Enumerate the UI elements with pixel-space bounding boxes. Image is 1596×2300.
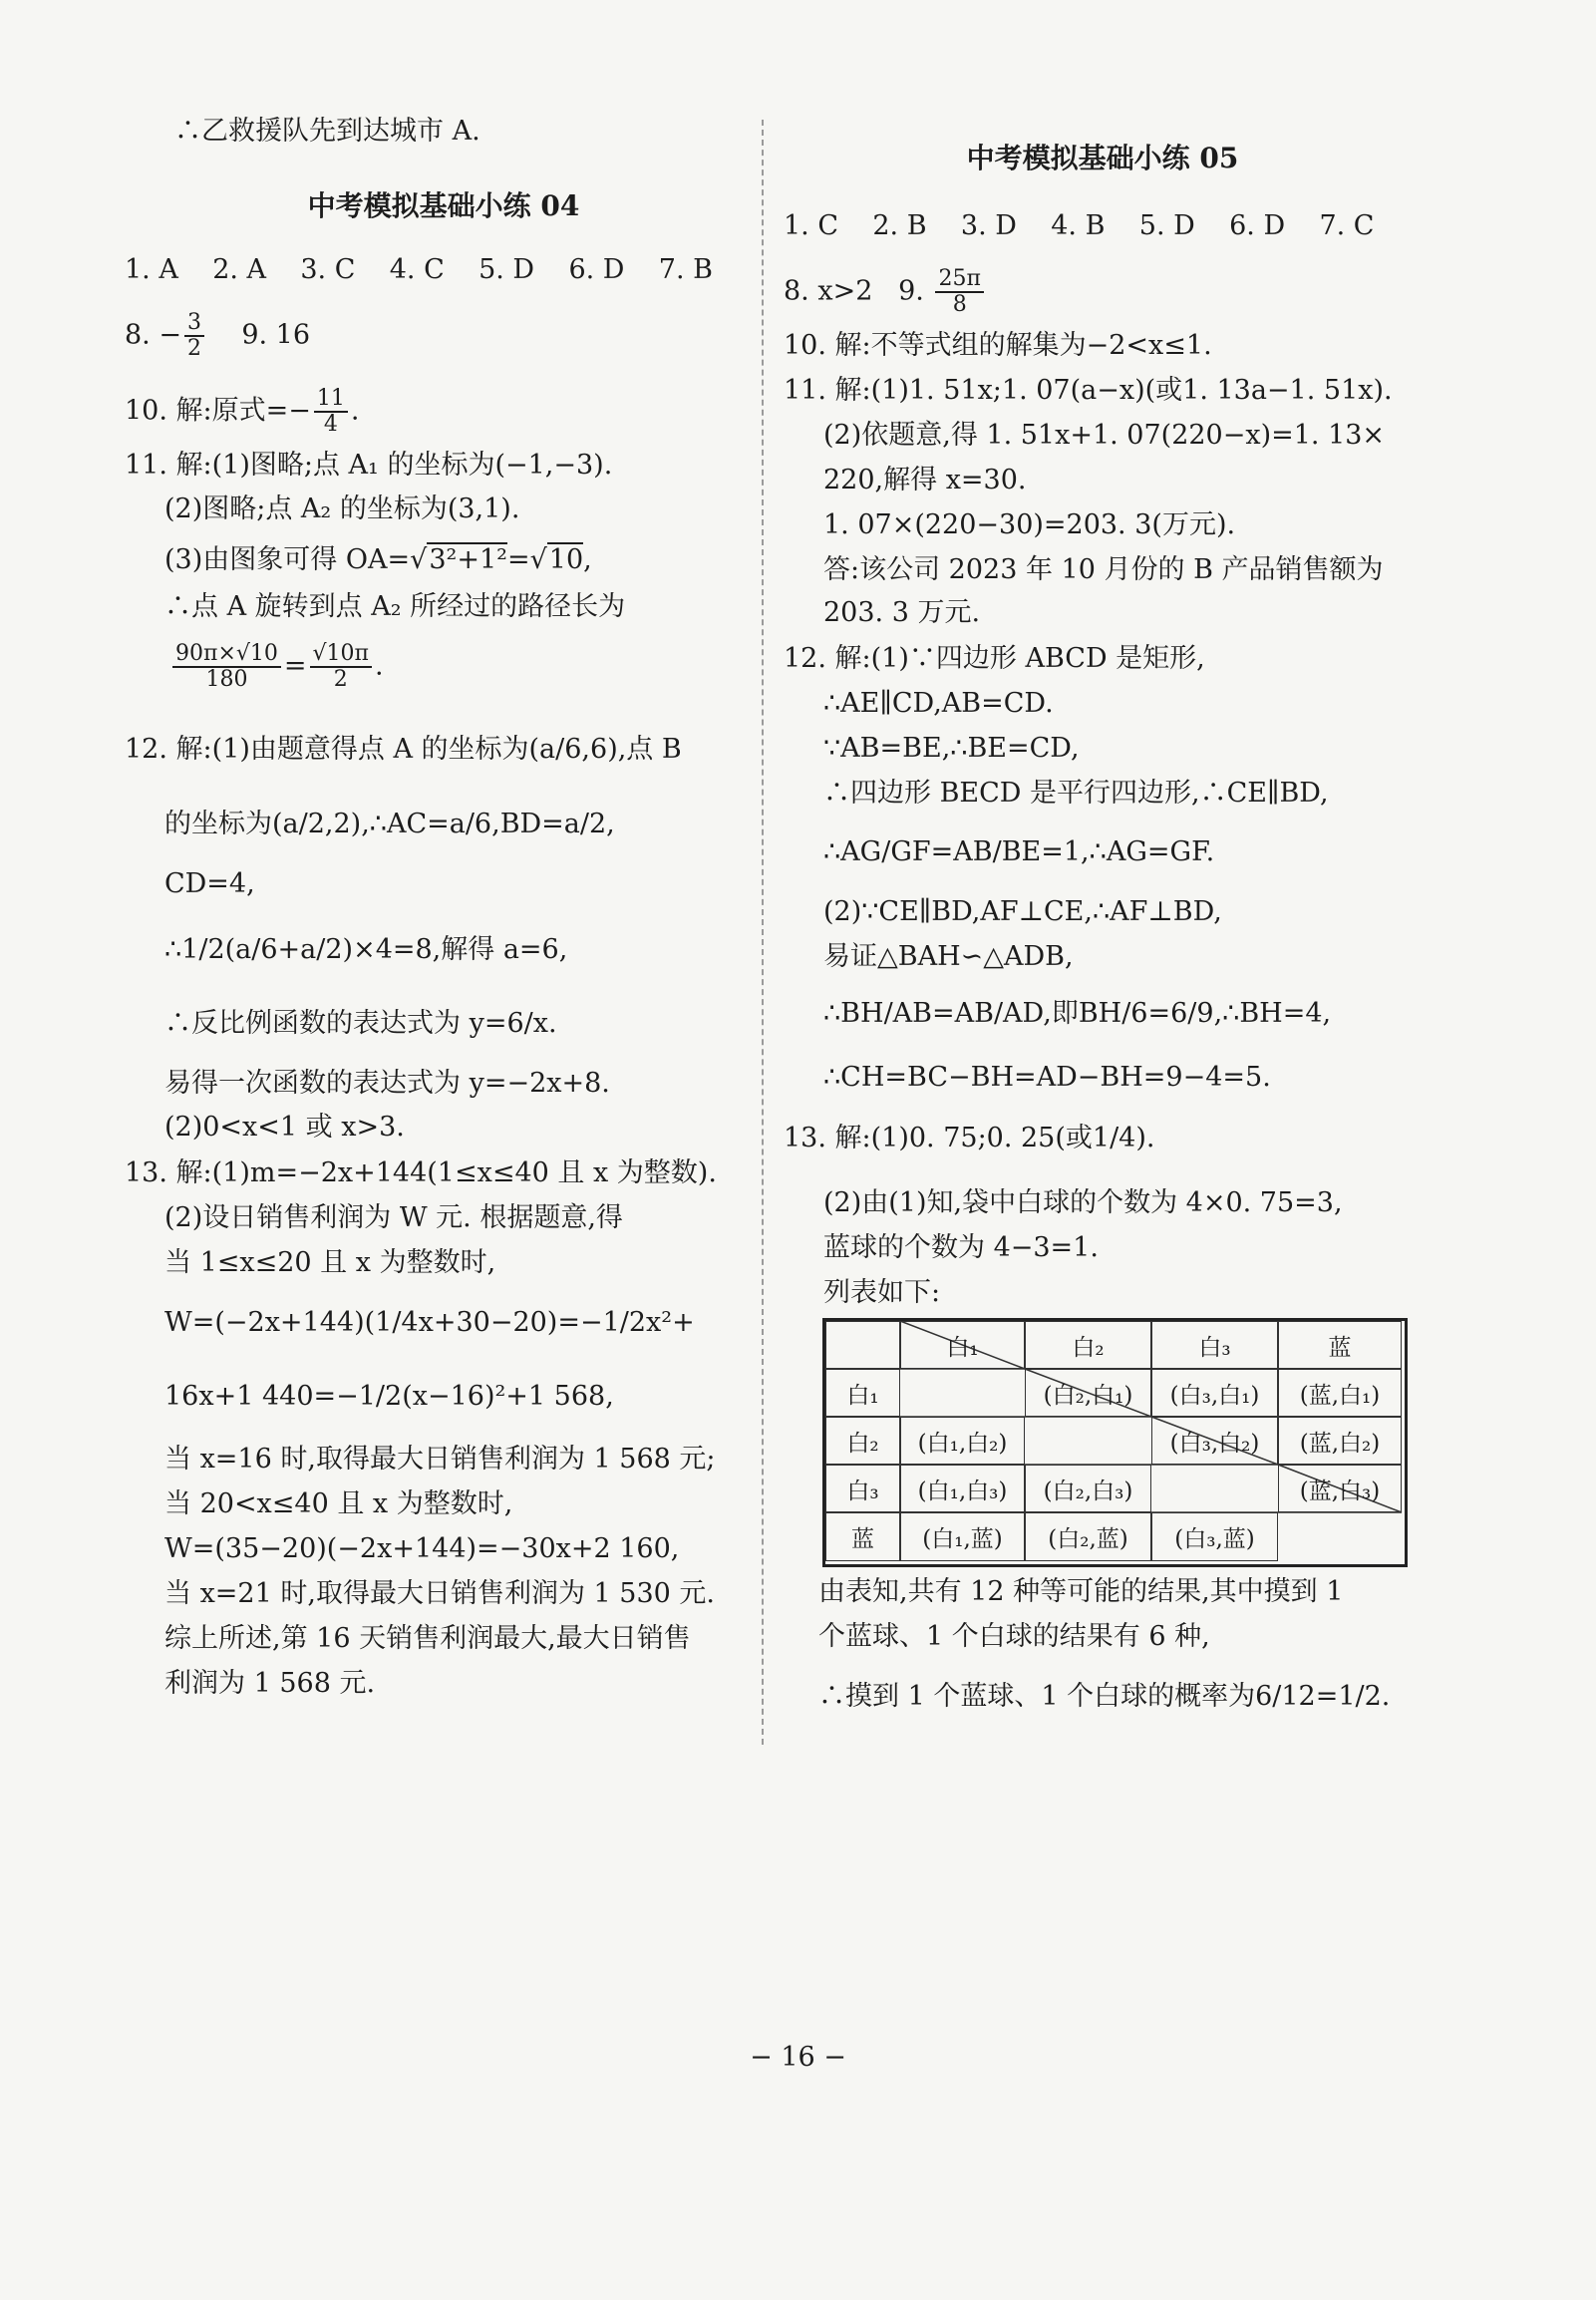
q13-05-line-3: 蓝球的个数为 4−3=1. xyxy=(823,1232,1099,1263)
q12-line-3: CD=4, xyxy=(164,868,255,899)
mc-answer: 4. C xyxy=(389,254,445,285)
q11-line-1: 11. 解:(1)图略;点 A₁ 的坐标为(−1,−3). xyxy=(125,450,613,481)
table-col-header: 蓝 xyxy=(1278,1321,1402,1369)
q10-numerator: 11 xyxy=(314,387,348,413)
column-divider xyxy=(762,120,764,1745)
mc-answer: 4. B xyxy=(1051,210,1106,241)
q13-line-4: W=(−2x+144)(1/4x+30−20)=−1/2x²+ xyxy=(164,1307,695,1338)
table-grid xyxy=(825,1321,1405,1564)
mc-answer: 1. C xyxy=(784,210,839,241)
q12-05-line-6: (2)∵CE∥BD,AF⊥CE,∴AF⊥BD, xyxy=(823,896,1222,927)
mc-answer: 3. D xyxy=(960,210,1017,241)
intro-line: ∴乙救援队先到达城市 A. xyxy=(174,116,480,147)
table-cell: (白₂,白₁) xyxy=(1025,1369,1151,1417)
q11-05-line-3: 220,解得 x=30. xyxy=(823,465,1027,495)
q12-05-line-5: ∴AG/GF=AB/BE=1,∴AG=GF. xyxy=(823,836,1215,867)
q10-text: 10. 解:原式=− xyxy=(125,395,311,427)
table-col-header: 白₂ xyxy=(1025,1321,1151,1369)
q13-line-11: 利润为 1 568 元. xyxy=(164,1668,376,1699)
q13-05-line-6: 个蓝球、1 个白球的结果有 6 种, xyxy=(818,1621,1210,1652)
mc-answer: 7. C xyxy=(1319,210,1375,241)
answer-8-9-05 xyxy=(784,267,987,317)
q11-fraction-2 xyxy=(310,642,372,692)
q11-line-2: (2)图略;点 A₂ 的坐标为(3,1). xyxy=(164,493,520,524)
q12-line-5: ∴反比例函数的表达式为 y=6/x. xyxy=(164,1008,557,1039)
q11-frac1-denominator: 180 xyxy=(205,667,248,692)
q13-line-10: 综上所述,第 16 天销售利润最大,最大日销售 xyxy=(164,1623,691,1654)
q12-line-1: 12. 解:(1)由题意得点 A 的坐标为(a/6,6),点 B xyxy=(125,734,682,765)
mc-answer: 5. D xyxy=(1138,210,1195,241)
q11-frac2-numerator: √10π xyxy=(310,642,372,668)
table-row-header: 白₁ xyxy=(825,1369,900,1417)
q12-05-line-9: ∴CH=BC−BH=AD−BH=9−4=5. xyxy=(823,1062,1271,1093)
table-cell: (白₂,蓝) xyxy=(1025,1512,1151,1561)
q11-comma: , xyxy=(583,544,592,575)
mc-answer: 6. D xyxy=(1229,210,1286,241)
q11-frac1-numerator: 90π×√10 xyxy=(172,642,281,668)
q9-fraction xyxy=(935,267,983,317)
q11-line-3: (3)由图象可得 OA=√3²+1²=√10, xyxy=(164,544,592,575)
q13-line-6: 当 x=16 时,取得最大日销售利润为 1 568 元; xyxy=(164,1444,716,1475)
q11-equals: = xyxy=(506,544,530,575)
q12-05-line-4: ∴四边形 BECD 是平行四边形,∴CE∥BD, xyxy=(823,778,1329,809)
table-cell: (蓝,白₃) xyxy=(1278,1465,1402,1512)
q9-numerator: 25π xyxy=(935,267,983,293)
q13-05-line-4: 列表如下: xyxy=(823,1277,941,1308)
mc-answers-05 xyxy=(784,209,1374,243)
outcome-table xyxy=(822,1318,1408,1567)
q9-denominator: 8 xyxy=(952,292,967,317)
section-title-05: 中考模拟基础小练 05 xyxy=(966,142,1239,174)
q11-3-text: (3)由图象可得 OA= xyxy=(164,544,411,575)
q11-05-line-4: 1. 07×(220−30)=203. 3(万元). xyxy=(823,509,1236,540)
q10-denominator: 4 xyxy=(323,412,338,437)
q11-line-5: $\frac{90\pi\times√10}{180}$ = $\frac{√10\pi}{2}$ . xyxy=(169,642,384,692)
q8-denominator: 2 xyxy=(186,336,201,361)
q12-05-line-2: ∴AE∥CD,AB=CD. xyxy=(823,688,1054,719)
q8-numerator: 3 xyxy=(184,311,204,337)
q8-answer: 8. x>2 xyxy=(784,275,873,307)
q12-line-4: ∴1/2(a/6+a/2)×4=8,解得 a=6, xyxy=(164,934,568,965)
table-cell: (白₃,白₁) xyxy=(1151,1369,1278,1417)
q13-line-5: 16x+1 440=−1/2(x−16)²+1 568, xyxy=(164,1381,614,1412)
q11-line-4: ∴点 A 旋转到点 A₂ 所经过的路径长为 xyxy=(164,591,626,622)
q12-line-6: 易得一次函数的表达式为 y=−2x+8. xyxy=(164,1068,610,1099)
q11-05-line-5: 答:该公司 2023 年 10 月份的 B 产品销售额为 xyxy=(823,554,1384,585)
q13-05-line-2: (2)由(1)知,袋中白球的个数为 4×0. 75=3, xyxy=(823,1187,1343,1218)
q10-fraction xyxy=(314,387,348,437)
mc-answer: 1. A xyxy=(125,254,178,285)
q13-05-line-5: 由表知,共有 12 种等可能的结果,其中摸到 1 xyxy=(818,1576,1344,1607)
q11-frac2-denominator: 2 xyxy=(333,667,348,692)
table-row-header: 白₃ xyxy=(825,1465,900,1512)
q12-05-line-1: 12. 解:(1)∵四边形 ABCD 是矩形, xyxy=(784,643,1205,674)
mc-answer: 3. C xyxy=(300,254,356,285)
q12-line-7: (2)0<x<1 或 x>3. xyxy=(164,1112,405,1143)
q13-05-line-1: 13. 解:(1)0. 75;0. 25(或1/4). xyxy=(784,1123,1155,1153)
q11-radicand-2: 10 xyxy=(548,544,584,575)
page-number: − 16 − xyxy=(750,2042,846,2073)
q12-05-line-8: ∴BH/AB=AB/AD,即BH/6=6/9,∴BH=4, xyxy=(823,998,1332,1029)
q12-line-2: 的坐标为(a/2,2),∴AC=a/6,BD=a/2, xyxy=(164,809,615,839)
q9-label: 9. xyxy=(898,275,933,307)
mc-answer: 7. B xyxy=(658,254,713,285)
table-row-header: 白₂ xyxy=(825,1417,900,1465)
q10-05: 10. 解:不等式组的解集为−2<x≤1. xyxy=(784,330,1212,361)
q12-05-line-7: 易证△BAH∽△ADB, xyxy=(823,941,1074,972)
table-cell: (白₃,白₂) xyxy=(1151,1417,1278,1465)
table-cell: (白₃,蓝) xyxy=(1151,1512,1278,1561)
table-cell: (白₁,白₃) xyxy=(900,1465,1025,1512)
q11-05-line-1: 11. 解:(1)1. 51x;1. 07(a−x)(或1. 13a−1. 51x). xyxy=(784,375,1393,406)
mc-answers-04 xyxy=(125,253,713,287)
mc-answer: 5. D xyxy=(479,254,535,285)
q12-05-line-3: ∵AB=BE,∴BE=CD, xyxy=(823,733,1080,764)
q8-label: 8. xyxy=(125,319,160,351)
q11-fraction-1 xyxy=(172,642,281,692)
q13-line-9: 当 x=21 时,取得最大日销售利润为 1 530 元. xyxy=(164,1578,715,1609)
q11-05-line-6: 203. 3 万元. xyxy=(823,597,981,628)
answer-10: 10. 解:原式=− $\frac{11}{4}$ . xyxy=(125,386,360,437)
q11-05-line-2: (2)依题意,得 1. 51x+1. 07(220−x)=1. 13× xyxy=(823,420,1386,451)
table-cell: (白₁,蓝) xyxy=(900,1512,1025,1561)
table-col-header: 白₁ xyxy=(900,1321,1025,1369)
table-row-header: 蓝 xyxy=(825,1512,900,1561)
q9-answer: 9. 16 xyxy=(241,319,311,351)
q13-line-3: 当 1≤x≤20 且 x 为整数时, xyxy=(164,1247,496,1278)
mc-answer: 2. B xyxy=(872,210,927,241)
table-cell: (白₂,白₃) xyxy=(1025,1465,1151,1512)
answer-8-9 xyxy=(125,311,310,361)
section-title-04: 中考模拟基础小练 04 xyxy=(307,189,580,222)
q8-fraction xyxy=(184,311,204,361)
mc-answer: 2. A xyxy=(212,254,267,285)
table-cell: (白₁,白₂) xyxy=(900,1417,1025,1465)
q13-line-7: 当 20<x≤40 且 x 为整数时, xyxy=(164,1488,513,1519)
q13-line-1: 13. 解:(1)m=−2x+144(1≤x≤40 且 x 为整数). xyxy=(125,1157,717,1188)
q13-05-line-7: ∴摸到 1 个蓝球、1 个白球的概率为6/12=1/2. xyxy=(818,1681,1391,1712)
table-cell: (蓝,白₁) xyxy=(1278,1369,1402,1417)
table-cell: (蓝,白₂) xyxy=(1278,1417,1402,1465)
q13-line-2: (2)设日销售利润为 W 元. 根据题意,得 xyxy=(164,1202,623,1233)
table-col-header: 白₃ xyxy=(1151,1321,1278,1369)
q13-line-8: W=(35−20)(−2x+144)=−30x+2 160, xyxy=(164,1533,680,1564)
q11-radicand-1: 3²+1² xyxy=(429,544,507,575)
mc-answer: 6. D xyxy=(568,254,625,285)
q8-sign: − xyxy=(159,319,181,351)
